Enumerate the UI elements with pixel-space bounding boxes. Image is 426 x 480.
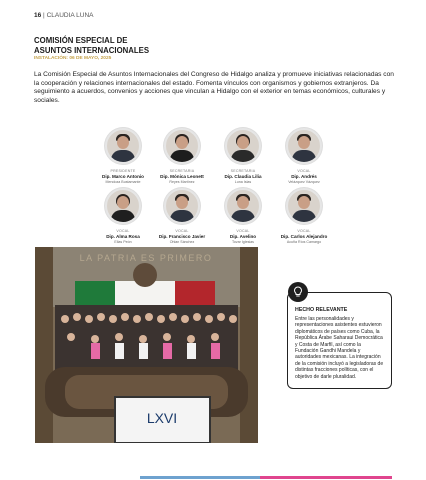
member-photo [105,188,141,224]
member-surname: Ellas Peón [114,240,132,244]
member-card [265,188,343,244]
member-role: VOCAL [236,229,250,233]
member-name: Dip. Andrés [291,174,317,179]
highlight-box [287,292,392,389]
member-name: Dip. Claudia Lilia [224,174,262,179]
podium-logo-text: LXVI [146,410,178,426]
page-number: 16 [34,12,42,19]
member-role: VOCAL [116,229,130,233]
member-role: PRESIDENTE [110,169,136,173]
member-surname: Acuña Ríos Camargo [286,240,322,244]
member-role: VOCAL [297,169,311,173]
intro-paragraph: La Comisión Especial de Asuntos Internacionales del Congreso de Hidalgo analiza y promueve iniciativas relacionadas con la cooperación y relaciones internacionales del estado. Fomenta vínculos con organismos y gobiernos extranjeros. Da seguimiento a acuerdos, convenios y acciones que vinculan a Hidalgo con el exterior en temas económicos, culturales y sociales. [34,71,394,104]
member-name: Dip. Alma Rosa [106,234,140,239]
header-section: CLAUDIA LUNA [46,12,94,19]
member-surname: Ohlan Sánchez [169,240,195,244]
member-name: Dip. Mónica Leonett [160,174,204,179]
section-title [34,36,149,55]
member-photo [164,188,200,224]
footer-bar-pink [260,476,392,479]
footer-bar-blue [140,476,260,479]
title-line-2: ASUNTOS INTERNACIONALES [34,45,150,55]
member-role: VOCAL [297,229,311,233]
member-photo [286,128,322,164]
member-surname: Velázquez Vázquez [288,180,320,184]
member-surname: Mendoza Bustamante [105,180,141,184]
member-surname: Tovar Iglesias [232,240,254,244]
installation-date: INSTALACIÓN: 06 DE MAYO, 2025 [34,56,112,61]
member-photo [225,188,261,224]
lightbulb-icon [288,282,308,302]
member-role: SECRETARIA [169,169,195,173]
member-name: Dip. Marco Antonio [102,174,144,179]
highlight-title: HECHO RELEVANTE [295,307,348,313]
member-name: Dip. Avelino [229,234,257,239]
member-surname: Luna Islas [234,180,252,184]
highlight-text: Entre las personalidades y representaciones asistentes estuvieron diplomáticos de países como Cuba, la República Árabe Saharaui Democrática y Costa de Marfil, así como la Fundación Gandhi Mandela y autoridades mexicanas. La integración de la comisión incluyó a legisladoras de distintas fracciones políticas, con el objetivo de darle pluralidad. [295,316,384,380]
member-photo [105,128,141,164]
title-line-1: COMISIÓN ESPECIAL DE [34,36,128,45]
page-header [34,12,94,19]
header-separator: | [43,12,45,19]
member-photo [286,188,322,224]
member-role: VOCAL [175,229,189,233]
member-card [265,128,343,184]
member-photo [164,128,200,164]
member-surname: Reyes Martínez [169,180,195,184]
member-name: Dip. Carlos Alejandro [280,234,328,239]
member-role: SECRETARIA [230,169,256,173]
wall-motto: LA PATRIA ES PRIMERO [79,253,213,263]
member-name: Dip. Francisco Javier [158,234,206,239]
group-photo [35,247,258,443]
member-photo [225,128,261,164]
